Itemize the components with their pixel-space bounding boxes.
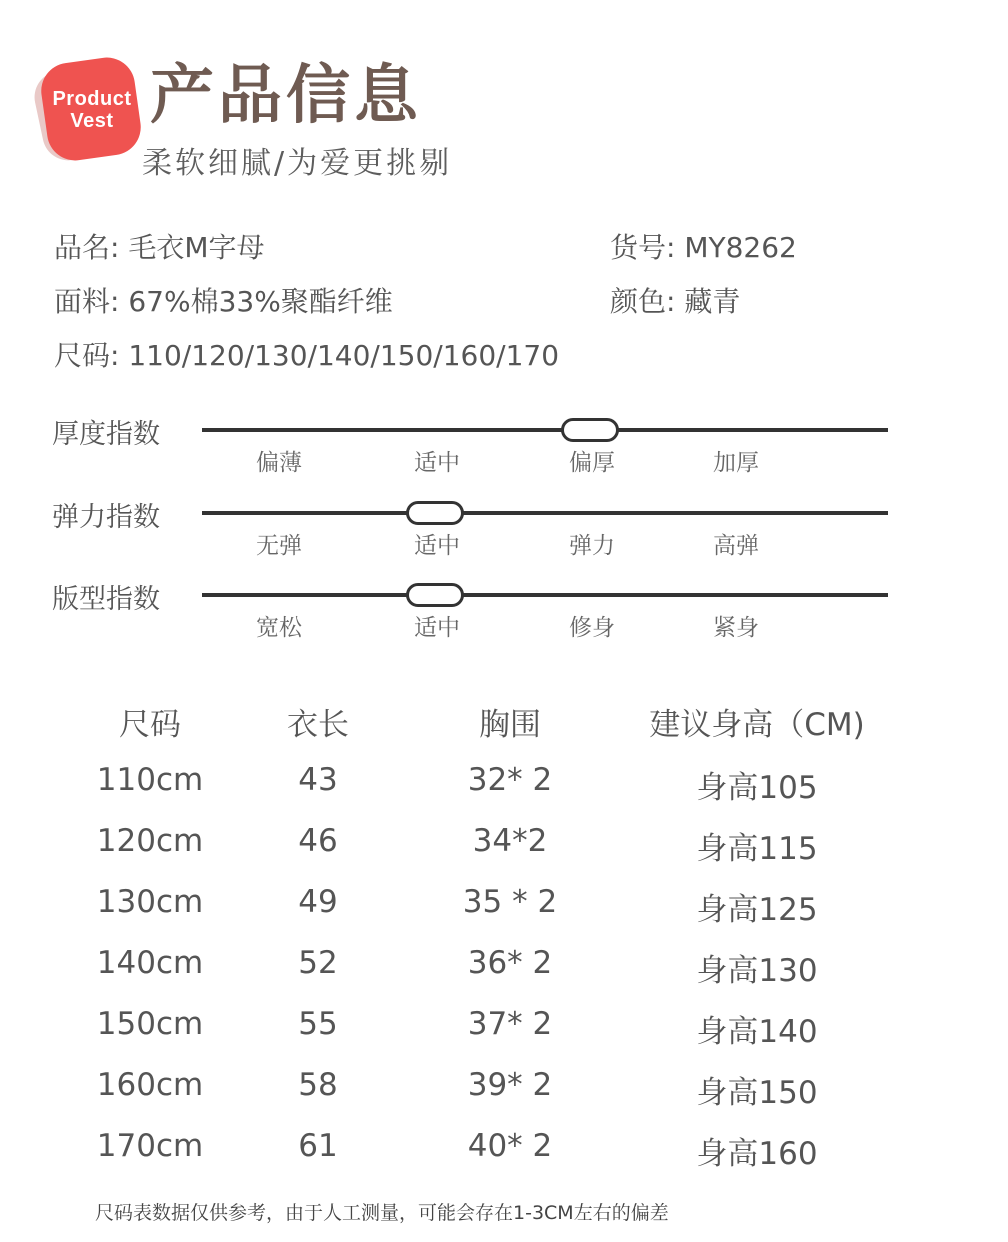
table-header: 衣长 (287, 707, 349, 743)
table-cell: 52 (298, 945, 338, 981)
table-cell: 160cm (96, 1067, 204, 1103)
meter-label: 版型指数 (52, 584, 160, 615)
meter-option: 适中 (414, 533, 460, 559)
table-cell: 37* 2 (467, 1006, 553, 1042)
logo-line-1: Product (52, 88, 132, 110)
table-header: 胸围 (479, 707, 541, 743)
meter-option: 宽松 (256, 615, 302, 641)
table-cell: 身高105 (696, 770, 818, 806)
meter-option: 偏厚 (569, 450, 615, 476)
meter-option: 偏薄 (256, 450, 302, 476)
meter-option: 高弹 (713, 533, 759, 559)
table-cell: 55 (298, 1006, 338, 1042)
table-cell: 49 (298, 884, 338, 920)
table-cell: 140cm (96, 945, 204, 981)
table-cell: 39* 2 (467, 1067, 553, 1103)
meter-track (202, 428, 888, 432)
color: 颜色: 藏青 (610, 285, 741, 318)
meter-indicator (561, 418, 619, 442)
table-cell: 58 (298, 1067, 338, 1103)
meter-option: 无弹 (256, 533, 302, 559)
table-cell: 身高130 (696, 953, 818, 989)
table-cell: 35 * 2 (462, 884, 558, 920)
table-cell: 110cm (96, 762, 204, 798)
table-cell: 32* 2 (467, 762, 553, 798)
item-number: 货号: MY8262 (610, 231, 797, 264)
meter-option: 适中 (414, 450, 460, 476)
table-cell: 36* 2 (467, 945, 553, 981)
meter-track (202, 511, 888, 515)
table-header: 建议身高（CM) (649, 707, 865, 743)
meter-option: 加厚 (713, 450, 759, 476)
table-cell: 170cm (96, 1128, 204, 1164)
table-cell: 43 (298, 762, 338, 798)
table-cell: 身高115 (696, 831, 818, 867)
table-cell: 40* 2 (467, 1128, 553, 1164)
table-cell: 130cm (96, 884, 204, 920)
meter-option: 弹力 (569, 533, 615, 559)
table-cell: 34*2 (472, 823, 548, 859)
logo-line-2: Vest (70, 110, 114, 132)
meter-option: 适中 (414, 615, 460, 641)
logo-text (40, 88, 144, 132)
meter-option: 紧身 (713, 615, 759, 641)
meter-indicator (406, 583, 464, 607)
table-cell: 身高160 (696, 1136, 818, 1172)
table-cell: 身高140 (696, 1014, 818, 1050)
table-cell: 120cm (96, 823, 204, 859)
table-cell: 身高150 (696, 1075, 818, 1111)
page-title: 产品信息 (150, 59, 422, 133)
meter-label: 厚度指数 (52, 419, 160, 450)
disclaimer-note: 尺码表数据仅供参考，由于人工测量，可能会存在1-3CM左右的偏差 (95, 1202, 669, 1224)
meter-indicator (406, 501, 464, 525)
fabric: 面料: 67%棉33%聚酯纤维 (54, 285, 393, 318)
meter-option: 修身 (569, 615, 615, 641)
product-name: 品名: 毛衣M字母 (54, 231, 265, 264)
table-cell: 身高125 (696, 892, 818, 928)
table-header: 尺码 (119, 707, 181, 743)
size-list: 尺码: 110/120/130/140/150/160/170 (54, 339, 560, 372)
table-cell: 46 (298, 823, 338, 859)
meter-track (202, 593, 888, 597)
table-cell: 61 (298, 1128, 338, 1164)
table-cell: 150cm (96, 1006, 204, 1042)
page-subtitle: 柔软细腻/为爱更挑剔 (142, 146, 453, 181)
meter-label: 弹力指数 (52, 502, 160, 533)
